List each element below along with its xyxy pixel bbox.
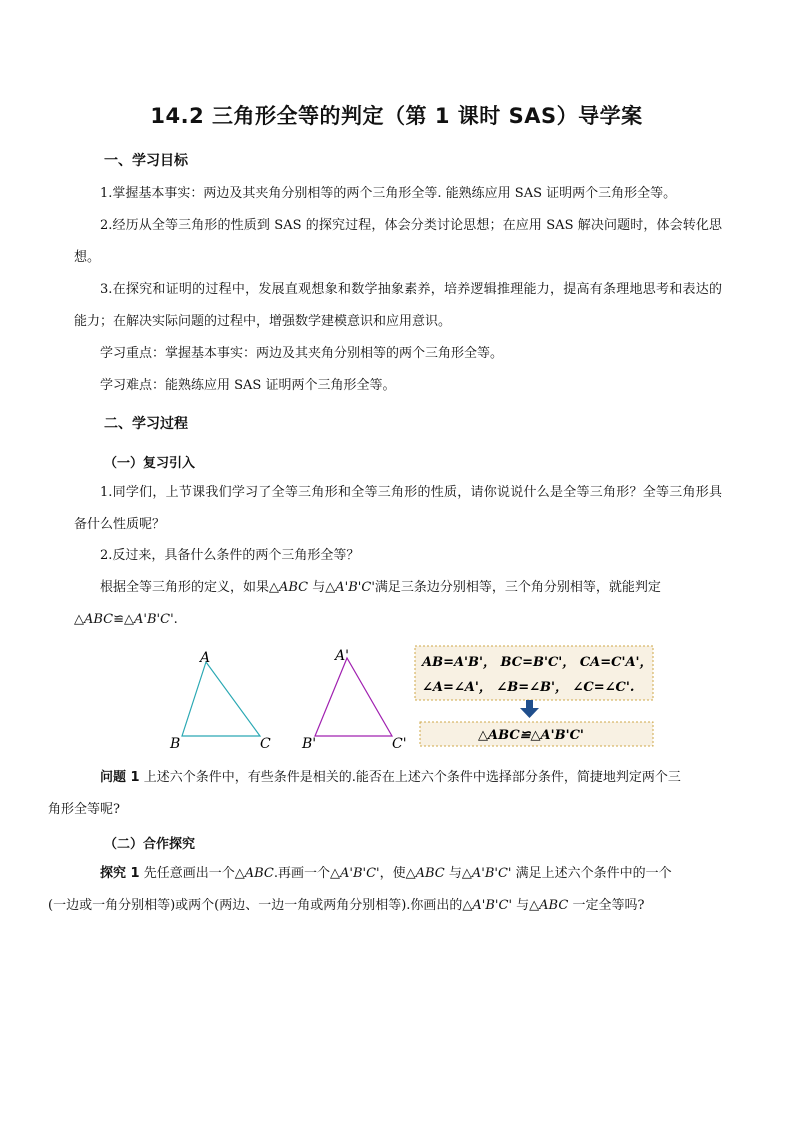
review-paragraph-2: 2.反过来，具备什么条件的两个三角形全等？ xyxy=(100,548,360,563)
congruence-result: △ABC≌△A'B'C' xyxy=(478,728,584,743)
page-title: 14.2 三角形全等的判定（第 1 课时 SAS）导学案 xyxy=(150,104,643,128)
subsection-heading-review: （一）复习引入 xyxy=(104,456,196,471)
section-heading-process: 二、学习过程 xyxy=(104,416,188,432)
goal-item-2: 2.经历从全等三角形的性质到 SAS 的探究过程，体会分类讨论思想；在应用 SAS 解决问题时，体会转化思想。 xyxy=(74,218,722,265)
arrow-shaft xyxy=(526,700,533,709)
down-arrow-icon xyxy=(520,708,539,718)
key-point: 学习重点：掌握基本事实：两边及其夹角分别相等的两个三角形全等。 xyxy=(100,346,504,361)
triangle-abc xyxy=(182,662,260,736)
difficult-point: 学习难点：能熟练应用 SAS 证明两个三角形全等。 xyxy=(100,378,396,393)
vertex-c1-label: C' xyxy=(392,736,407,752)
vertex-b1-label: B' xyxy=(302,736,317,752)
vertex-b-label: B xyxy=(170,736,181,752)
exploration-1: 探究 1 先任意画出一个△ABC.再画一个△A'B'C'，使△ABC 与△A'B'C' 满足上述六个条件中的一个 (一边或一角分别相等)或两个(两边、一边一角或两角分别相等).你画出的△A'B'C' 与△ABC 一定全等吗? xyxy=(48,866,672,913)
congruence-figure xyxy=(160,642,660,754)
section-heading-goals: 一、学习目标 xyxy=(104,153,188,169)
goal-item-1: 1.掌握基本事实：两边及其夹角分别相等的两个三角形全等. 能熟练应用 SAS 证明两个三角形全等。 xyxy=(100,186,677,201)
question-1: 问题 1 上述六个条件中，有些条件是相关的.能否在上述六个条件中选择部分条件，简捷地判定两个三 角形全等呢? xyxy=(48,770,681,817)
subsection-heading-explore: （二）合作探究 xyxy=(104,837,196,852)
goal-item-3: 3.在探究和证明的过程中，发展直观想象和数学抽象素养，培养逻辑推理能力，提高有条理地思考和表达的能力；在解决实际问题的过程中，增强数学建模意识和应用意识。 xyxy=(74,282,722,329)
triangle-a1b1c1 xyxy=(315,658,392,736)
conditions-angles: ∠A=∠A'， ∠B=∠B'， ∠C=∠C'. xyxy=(422,680,635,695)
vertex-a-label: A xyxy=(200,650,211,666)
vertex-c-label: C xyxy=(260,736,271,752)
vertex-a1-label: A' xyxy=(335,648,349,664)
review-paragraph-1: 1.同学们，上节课我们学习了全等三角形和全等三角形的性质，请你说说什么是全等三角形？全等三角形具备什么性质呢？ xyxy=(74,485,722,532)
review-paragraph-3: 根据全等三角形的定义，如果△ABC 与△A'B'C'满足三条边分别相等，三个角分别相等，就能判定 △ABC≌△A'B'C'. xyxy=(74,580,661,627)
conditions-sides: AB=A'B'， BC=B'C'， CA=C'A'， xyxy=(422,655,653,670)
